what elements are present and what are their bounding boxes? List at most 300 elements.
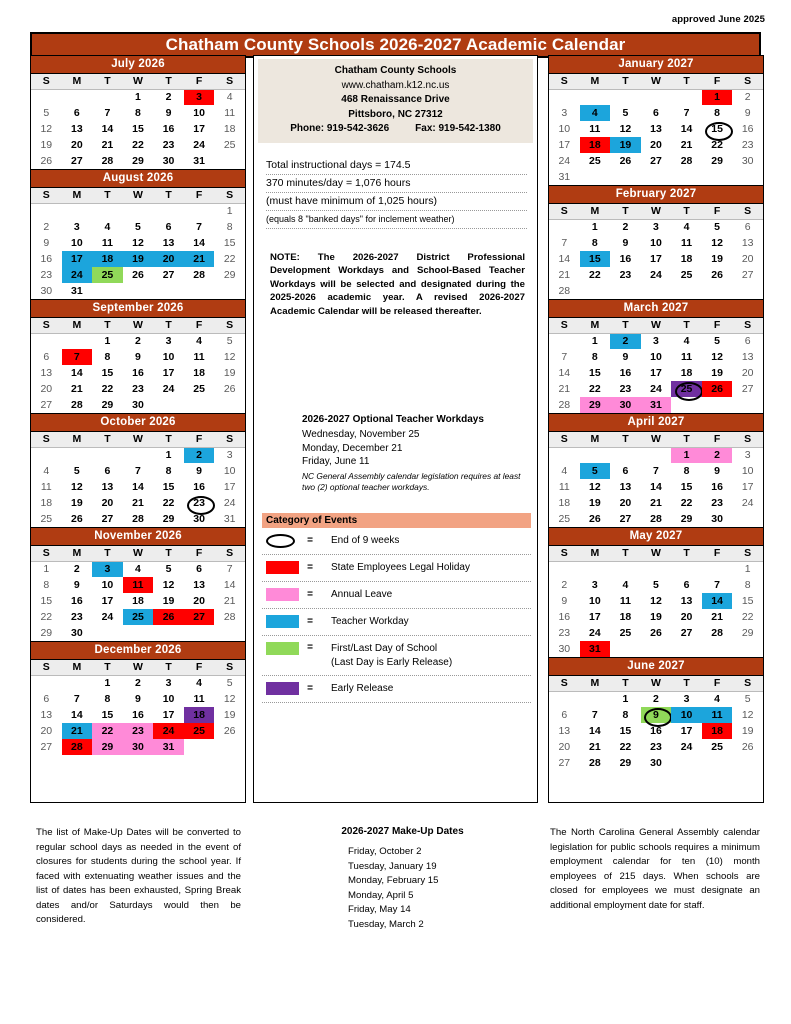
day-cell[interactable]: 5	[622, 107, 629, 119]
day-cell[interactable]: 5	[226, 677, 233, 690]
day-cell[interactable]: 26	[223, 725, 236, 737]
day-cell[interactable]: 1	[165, 449, 172, 462]
day-cell[interactable]: 3	[653, 335, 659, 348]
day-cell[interactable]: 13	[40, 709, 53, 721]
day-cell[interactable]: 14	[223, 579, 236, 591]
day-cell[interactable]: 26	[40, 155, 53, 167]
day-cell[interactable]: 1	[591, 335, 598, 348]
day-cell[interactable]: 26	[589, 513, 601, 525]
day-cell[interactable]: 21	[223, 595, 236, 607]
day-cell[interactable]: 9	[43, 237, 50, 249]
day-cell[interactable]: 24	[650, 383, 662, 395]
day-cell[interactable]: 5	[580, 463, 611, 479]
day-cell[interactable]: 17	[162, 709, 175, 721]
day-cell[interactable]: 4	[683, 221, 690, 234]
day-cell[interactable]: 16	[619, 253, 632, 265]
day-cell[interactable]: 13	[741, 237, 754, 249]
day-cell[interactable]: 12	[223, 693, 236, 705]
day-cell[interactable]: 17	[741, 481, 754, 493]
day-cell[interactable]: 28	[711, 627, 723, 639]
day-cell[interactable]: 9	[714, 465, 721, 477]
day-cell[interactable]: 16	[40, 253, 53, 265]
day-cell[interactable]: 22	[741, 611, 754, 623]
day-cell[interactable]: 28	[223, 611, 236, 623]
day-cell[interactable]: 29	[132, 155, 144, 167]
day-cell[interactable]: 5	[43, 107, 50, 119]
day-cell[interactable]: 29	[223, 269, 236, 281]
day-cell[interactable]: 18	[558, 497, 571, 509]
day-cell[interactable]: 15	[101, 709, 114, 721]
day-cell[interactable]: 22	[223, 253, 236, 265]
day-cell[interactable]: 17	[558, 139, 571, 151]
day-cell[interactable]: 2	[610, 333, 641, 349]
day-cell[interactable]: 8	[135, 107, 141, 119]
day-cell[interactable]: 14	[589, 725, 601, 737]
day-cell[interactable]: 22	[101, 383, 114, 395]
day-cell[interactable]: 28	[71, 399, 83, 411]
day-cell[interactable]: 17	[680, 725, 693, 737]
day-cell[interactable]: 1	[104, 335, 111, 348]
day-cell[interactable]: 18	[92, 251, 123, 267]
day-cell[interactable]: 27	[40, 741, 53, 753]
day-cell[interactable]: 6	[43, 693, 50, 705]
day-cell[interactable]: 27	[71, 155, 83, 167]
day-cell[interactable]: 12	[650, 595, 662, 607]
day-cell[interactable]: 5	[744, 693, 751, 706]
day-cell[interactable]: 7	[714, 579, 721, 591]
day-cell[interactable]: 4	[683, 335, 690, 348]
day-cell[interactable]: 10	[671, 707, 702, 723]
day-cell[interactable]: 3	[591, 579, 598, 591]
day-cell[interactable]: 23	[711, 497, 723, 509]
day-cell[interactable]: 13	[101, 481, 114, 493]
day-cell[interactable]: 4	[561, 465, 568, 477]
day-cell[interactable]: 29	[92, 739, 123, 755]
day-cell[interactable]: 4	[104, 221, 111, 233]
day-cell[interactable]: 25	[558, 513, 571, 525]
day-cell[interactable]: 4	[226, 91, 233, 104]
day-cell[interactable]: 30	[123, 739, 154, 755]
day-cell[interactable]: 2	[73, 563, 80, 576]
day-cell[interactable]: 10	[101, 579, 114, 591]
day-cell[interactable]: 12	[223, 351, 236, 363]
day-cell[interactable]: 11	[702, 707, 733, 723]
day-cell[interactable]: 22	[619, 741, 632, 753]
day-cell[interactable]: 2	[135, 335, 141, 348]
day-cell[interactable]: 8	[226, 221, 233, 233]
day-cell[interactable]: 6	[744, 221, 751, 234]
day-cell[interactable]: 8	[744, 579, 751, 591]
day-cell[interactable]: 3	[165, 335, 172, 348]
district-website[interactable]: www.chatham.k12.nc.us	[341, 79, 450, 91]
day-cell[interactable]: 13	[619, 481, 632, 493]
day-cell[interactable]: 20	[741, 367, 754, 379]
day-cell[interactable]: 7	[683, 107, 690, 119]
day-cell[interactable]: 11	[224, 107, 236, 119]
day-cell[interactable]: 22	[711, 139, 723, 151]
day-cell[interactable]: 7	[62, 349, 93, 365]
day-cell[interactable]: 29	[680, 513, 693, 525]
day-cell[interactable]: 15	[101, 367, 114, 379]
day-cell[interactable]: 20	[619, 497, 632, 509]
day-cell[interactable]: 26	[71, 513, 83, 525]
day-cell[interactable]: 24	[650, 269, 662, 281]
day-cell[interactable]: 21	[650, 497, 662, 509]
day-cell[interactable]: 29	[741, 627, 754, 639]
day-cell[interactable]: 23	[650, 741, 662, 753]
day-cell[interactable]: 29	[711, 155, 723, 167]
day-cell[interactable]: 2	[184, 447, 215, 463]
day-cell[interactable]: 10	[71, 237, 83, 249]
day-cell[interactable]: 30	[162, 155, 175, 167]
day-cell[interactable]: 12	[40, 123, 53, 135]
day-cell[interactable]: 25	[589, 155, 601, 167]
day-cell[interactable]: 28	[558, 399, 571, 411]
day-cell[interactable]: 15	[619, 725, 632, 737]
day-cell[interactable]: 8	[591, 237, 598, 249]
day-cell[interactable]: 24	[101, 611, 114, 623]
day-cell[interactable]: 28	[62, 739, 93, 755]
day-cell[interactable]: 14	[193, 237, 205, 249]
day-cell[interactable]: 24	[62, 267, 93, 283]
day-cell[interactable]: 31	[223, 513, 236, 525]
day-cell[interactable]: 7	[73, 693, 80, 705]
day-cell[interactable]: 28	[589, 757, 601, 769]
day-cell[interactable]: 17	[650, 253, 662, 265]
day-cell[interactable]: 5	[653, 579, 659, 591]
day-cell[interactable]: 8	[591, 351, 598, 363]
day-cell[interactable]: 18	[702, 723, 733, 739]
day-cell[interactable]: 11	[193, 351, 205, 363]
day-cell[interactable]: 14	[680, 123, 693, 135]
day-cell[interactable]: 29	[619, 757, 632, 769]
day-cell[interactable]: 12	[711, 237, 723, 249]
day-cell[interactable]: 14	[71, 367, 83, 379]
day-cell[interactable]: 13	[71, 123, 83, 135]
day-cell[interactable]: 23	[619, 269, 632, 281]
day-cell[interactable]: 26	[741, 741, 754, 753]
day-cell[interactable]: 12	[71, 481, 83, 493]
day-cell[interactable]: 8	[165, 465, 172, 477]
day-cell[interactable]: 16	[650, 725, 662, 737]
day-cell[interactable]: 11	[619, 595, 631, 607]
day-cell[interactable]: 23	[184, 495, 215, 511]
day-cell[interactable]: 16	[132, 709, 144, 721]
day-cell[interactable]: 15	[680, 481, 693, 493]
day-cell[interactable]: 27	[40, 399, 53, 411]
day-cell[interactable]: 29	[40, 627, 53, 639]
day-cell[interactable]: 1	[744, 563, 751, 576]
day-cell[interactable]: 28	[558, 285, 571, 297]
day-cell[interactable]: 19	[71, 497, 83, 509]
day-cell[interactable]: 12	[162, 579, 175, 591]
day-cell[interactable]: 4	[714, 693, 721, 706]
day-cell[interactable]: 21	[62, 723, 93, 739]
day-cell[interactable]: 6	[43, 351, 50, 363]
day-cell[interactable]: 2	[622, 221, 629, 234]
day-cell[interactable]: 22	[680, 497, 693, 509]
day-cell[interactable]: 23	[40, 269, 53, 281]
day-cell[interactable]: 30	[610, 397, 641, 413]
day-cell[interactable]: 9	[622, 237, 629, 249]
day-cell[interactable]: 27	[680, 627, 693, 639]
day-cell[interactable]: 27	[650, 155, 662, 167]
day-cell[interactable]: 2	[653, 693, 659, 706]
day-cell[interactable]: 19	[650, 611, 662, 623]
day-cell[interactable]: 9	[196, 465, 203, 477]
day-cell[interactable]: 24	[558, 155, 571, 167]
day-cell[interactable]: 13	[193, 579, 205, 591]
day-cell[interactable]: 22	[40, 611, 53, 623]
day-cell[interactable]: 11	[193, 693, 205, 705]
day-cell[interactable]: 31	[71, 285, 83, 297]
day-cell[interactable]: 15	[132, 123, 144, 135]
day-cell[interactable]: 19	[711, 253, 723, 265]
day-cell[interactable]: 9	[622, 351, 629, 363]
day-cell[interactable]: 10	[650, 237, 662, 249]
day-cell[interactable]: 10	[558, 123, 571, 135]
day-cell[interactable]: 4	[622, 579, 629, 591]
day-cell[interactable]: 16	[132, 367, 144, 379]
day-cell[interactable]: 9	[641, 707, 672, 723]
day-cell[interactable]: 24	[193, 139, 205, 151]
day-cell[interactable]: 21	[71, 383, 83, 395]
day-cell[interactable]: 6	[683, 579, 690, 591]
day-cell[interactable]: 14	[702, 593, 733, 609]
day-cell[interactable]: 18	[40, 497, 53, 509]
day-cell[interactable]: 3	[92, 561, 123, 577]
day-cell[interactable]: 25	[40, 513, 53, 525]
day-cell[interactable]: 10	[741, 465, 754, 477]
day-cell[interactable]: 19	[610, 137, 641, 153]
day-cell[interactable]: 20	[40, 725, 53, 737]
day-cell[interactable]: 10	[650, 351, 662, 363]
day-cell[interactable]: 20	[650, 139, 662, 151]
day-cell[interactable]: 22	[162, 497, 175, 509]
day-cell[interactable]: 26	[711, 269, 723, 281]
day-cell[interactable]: 15	[589, 367, 601, 379]
day-cell[interactable]: 17	[223, 481, 236, 493]
day-cell[interactable]: 31	[580, 641, 611, 657]
day-cell[interactable]: 30	[650, 757, 662, 769]
day-cell[interactable]: 18	[132, 595, 144, 607]
day-cell[interactable]: 7	[561, 351, 568, 363]
day-cell[interactable]: 5	[73, 465, 80, 477]
day-cell[interactable]: 9	[73, 579, 80, 591]
day-cell[interactable]: 8	[622, 709, 629, 721]
day-cell[interactable]: 26	[702, 381, 733, 397]
day-cell[interactable]: 7	[104, 107, 111, 119]
day-cell[interactable]: 18	[193, 367, 205, 379]
day-cell[interactable]: 16	[558, 611, 571, 623]
day-cell[interactable]: 1	[135, 91, 141, 104]
day-cell[interactable]: 9	[744, 107, 751, 119]
day-cell[interactable]: 27	[741, 383, 754, 395]
day-cell[interactable]: 18	[619, 611, 632, 623]
day-cell[interactable]: 15	[40, 595, 53, 607]
day-cell[interactable]: 21	[711, 611, 723, 623]
day-cell[interactable]: 2	[561, 579, 568, 591]
day-cell[interactable]: 16	[162, 123, 175, 135]
day-cell[interactable]: 30	[40, 285, 53, 297]
day-cell[interactable]: 30	[741, 155, 754, 167]
day-cell[interactable]: 6	[165, 221, 172, 233]
day-cell[interactable]: 28	[680, 155, 693, 167]
day-cell[interactable]: 3	[653, 221, 659, 234]
day-cell[interactable]: 20	[101, 497, 114, 509]
day-cell[interactable]: 15	[702, 121, 733, 137]
day-cell[interactable]: 20	[680, 611, 693, 623]
day-cell[interactable]: 18	[223, 123, 236, 135]
day-cell[interactable]: 8	[104, 693, 111, 705]
day-cell[interactable]: 6	[561, 709, 568, 721]
day-cell[interactable]: 27	[101, 513, 114, 525]
day-cell[interactable]: 14	[101, 123, 114, 135]
day-cell[interactable]: 14	[650, 481, 662, 493]
day-cell[interactable]: 18	[184, 707, 215, 723]
day-cell[interactable]: 20	[153, 251, 184, 267]
day-cell[interactable]: 25	[711, 741, 723, 753]
day-cell[interactable]: 8	[683, 465, 690, 477]
day-cell[interactable]: 3	[184, 89, 215, 105]
day-cell[interactable]: 11	[589, 123, 601, 135]
day-cell[interactable]: 26	[650, 627, 662, 639]
day-cell[interactable]: 23	[558, 627, 571, 639]
day-cell[interactable]: 31	[193, 155, 205, 167]
day-cell[interactable]: 10	[193, 107, 205, 119]
day-cell[interactable]: 31	[153, 739, 184, 755]
day-cell[interactable]: 25	[680, 269, 693, 281]
day-cell[interactable]: 23	[741, 139, 754, 151]
day-cell[interactable]: 27	[619, 513, 632, 525]
day-cell[interactable]: 3	[165, 677, 172, 690]
day-cell[interactable]: 26	[153, 609, 184, 625]
day-cell[interactable]: 24	[741, 497, 754, 509]
day-cell[interactable]: 7	[226, 563, 233, 576]
day-cell[interactable]: 19	[40, 139, 53, 151]
day-cell[interactable]: 27	[184, 609, 215, 625]
day-cell[interactable]: 28	[193, 269, 205, 281]
day-cell[interactable]: 6	[104, 465, 111, 477]
day-cell[interactable]: 25	[671, 381, 702, 397]
day-cell[interactable]: 22	[132, 139, 144, 151]
day-cell[interactable]: 25	[123, 609, 154, 625]
day-cell[interactable]: 27	[558, 757, 571, 769]
day-cell[interactable]: 21	[680, 139, 693, 151]
day-cell[interactable]: 1	[43, 563, 50, 576]
day-cell[interactable]: 2	[43, 221, 50, 233]
day-cell[interactable]: 5	[226, 335, 233, 348]
day-cell[interactable]: 20	[558, 741, 571, 753]
day-cell[interactable]: 29	[580, 397, 611, 413]
day-cell[interactable]: 25	[619, 627, 632, 639]
day-cell[interactable]: 26	[132, 269, 144, 281]
day-cell[interactable]: 5	[165, 563, 172, 576]
day-cell[interactable]: 19	[589, 497, 601, 509]
day-cell[interactable]: 9	[165, 107, 172, 119]
day-cell[interactable]: 9	[135, 351, 141, 363]
day-cell[interactable]: 1	[104, 677, 111, 690]
day-cell[interactable]: 17	[101, 595, 114, 607]
day-cell[interactable]: 16	[741, 123, 754, 135]
day-cell[interactable]: 23	[162, 139, 175, 151]
day-cell[interactable]: 8	[714, 107, 721, 119]
day-cell[interactable]: 3	[744, 449, 751, 462]
day-cell[interactable]: 6	[73, 107, 80, 119]
day-cell[interactable]: 16	[193, 481, 205, 493]
day-cell[interactable]: 6	[653, 107, 659, 119]
day-cell[interactable]: 4	[196, 677, 203, 690]
day-cell[interactable]: 20	[40, 383, 53, 395]
day-cell[interactable]: 19	[741, 725, 754, 737]
day-cell[interactable]: 21	[132, 497, 144, 509]
day-cell[interactable]: 12	[711, 351, 723, 363]
day-cell[interactable]: 25	[193, 383, 205, 395]
day-cell[interactable]: 12	[132, 237, 144, 249]
day-cell[interactable]: 27	[741, 269, 754, 281]
day-cell[interactable]: 27	[162, 269, 175, 281]
day-cell[interactable]: 5	[714, 221, 721, 234]
day-cell[interactable]: 10	[162, 351, 175, 363]
day-cell[interactable]: 8	[43, 579, 50, 591]
day-cell[interactable]: 11	[680, 237, 693, 249]
day-cell[interactable]: 11	[680, 351, 693, 363]
day-cell[interactable]: 19	[123, 251, 154, 267]
day-cell[interactable]: 14	[71, 709, 83, 721]
day-cell[interactable]: 7	[561, 237, 568, 249]
day-cell[interactable]: 18	[580, 137, 611, 153]
day-cell[interactable]: 2	[744, 91, 751, 104]
day-cell[interactable]: 24	[162, 383, 175, 395]
day-cell[interactable]: 28	[132, 513, 144, 525]
day-cell[interactable]: 10	[223, 465, 236, 477]
day-cell[interactable]: 26	[223, 383, 236, 395]
day-cell[interactable]: 9	[135, 693, 141, 705]
day-cell[interactable]: 12	[589, 481, 601, 493]
day-cell[interactable]: 24	[153, 723, 184, 739]
day-cell[interactable]: 23	[132, 383, 144, 395]
day-cell[interactable]: 3	[73, 221, 80, 233]
day-cell[interactable]: 6	[622, 465, 629, 477]
day-cell[interactable]: 2	[702, 447, 733, 463]
day-cell[interactable]: 28	[650, 513, 662, 525]
day-cell[interactable]: 18	[680, 253, 693, 265]
day-cell[interactable]: 25	[184, 723, 215, 739]
day-cell[interactable]: 15	[162, 481, 175, 493]
day-cell[interactable]: 9	[561, 595, 568, 607]
day-cell[interactable]: 1	[622, 693, 629, 706]
day-cell[interactable]: 2	[165, 91, 172, 104]
day-cell[interactable]: 5	[714, 335, 721, 348]
day-cell[interactable]: 30	[132, 399, 144, 411]
day-cell[interactable]: 13	[741, 351, 754, 363]
day-cell[interactable]: 4	[196, 335, 203, 348]
day-cell[interactable]: 13	[650, 123, 662, 135]
day-cell[interactable]: 11	[101, 237, 113, 249]
day-cell[interactable]: 15	[580, 251, 611, 267]
day-cell[interactable]: 31	[641, 397, 672, 413]
day-cell[interactable]: 17	[193, 123, 205, 135]
day-cell[interactable]: 25	[92, 267, 123, 283]
day-cell[interactable]: 23	[71, 611, 83, 623]
day-cell[interactable]: 30	[193, 513, 205, 525]
day-cell[interactable]: 20	[193, 595, 205, 607]
day-cell[interactable]: 20	[71, 139, 83, 151]
day-cell[interactable]: 7	[196, 221, 203, 233]
day-cell[interactable]: 13	[558, 725, 571, 737]
day-cell[interactable]: 3	[683, 693, 690, 706]
day-cell[interactable]: 15	[741, 595, 754, 607]
